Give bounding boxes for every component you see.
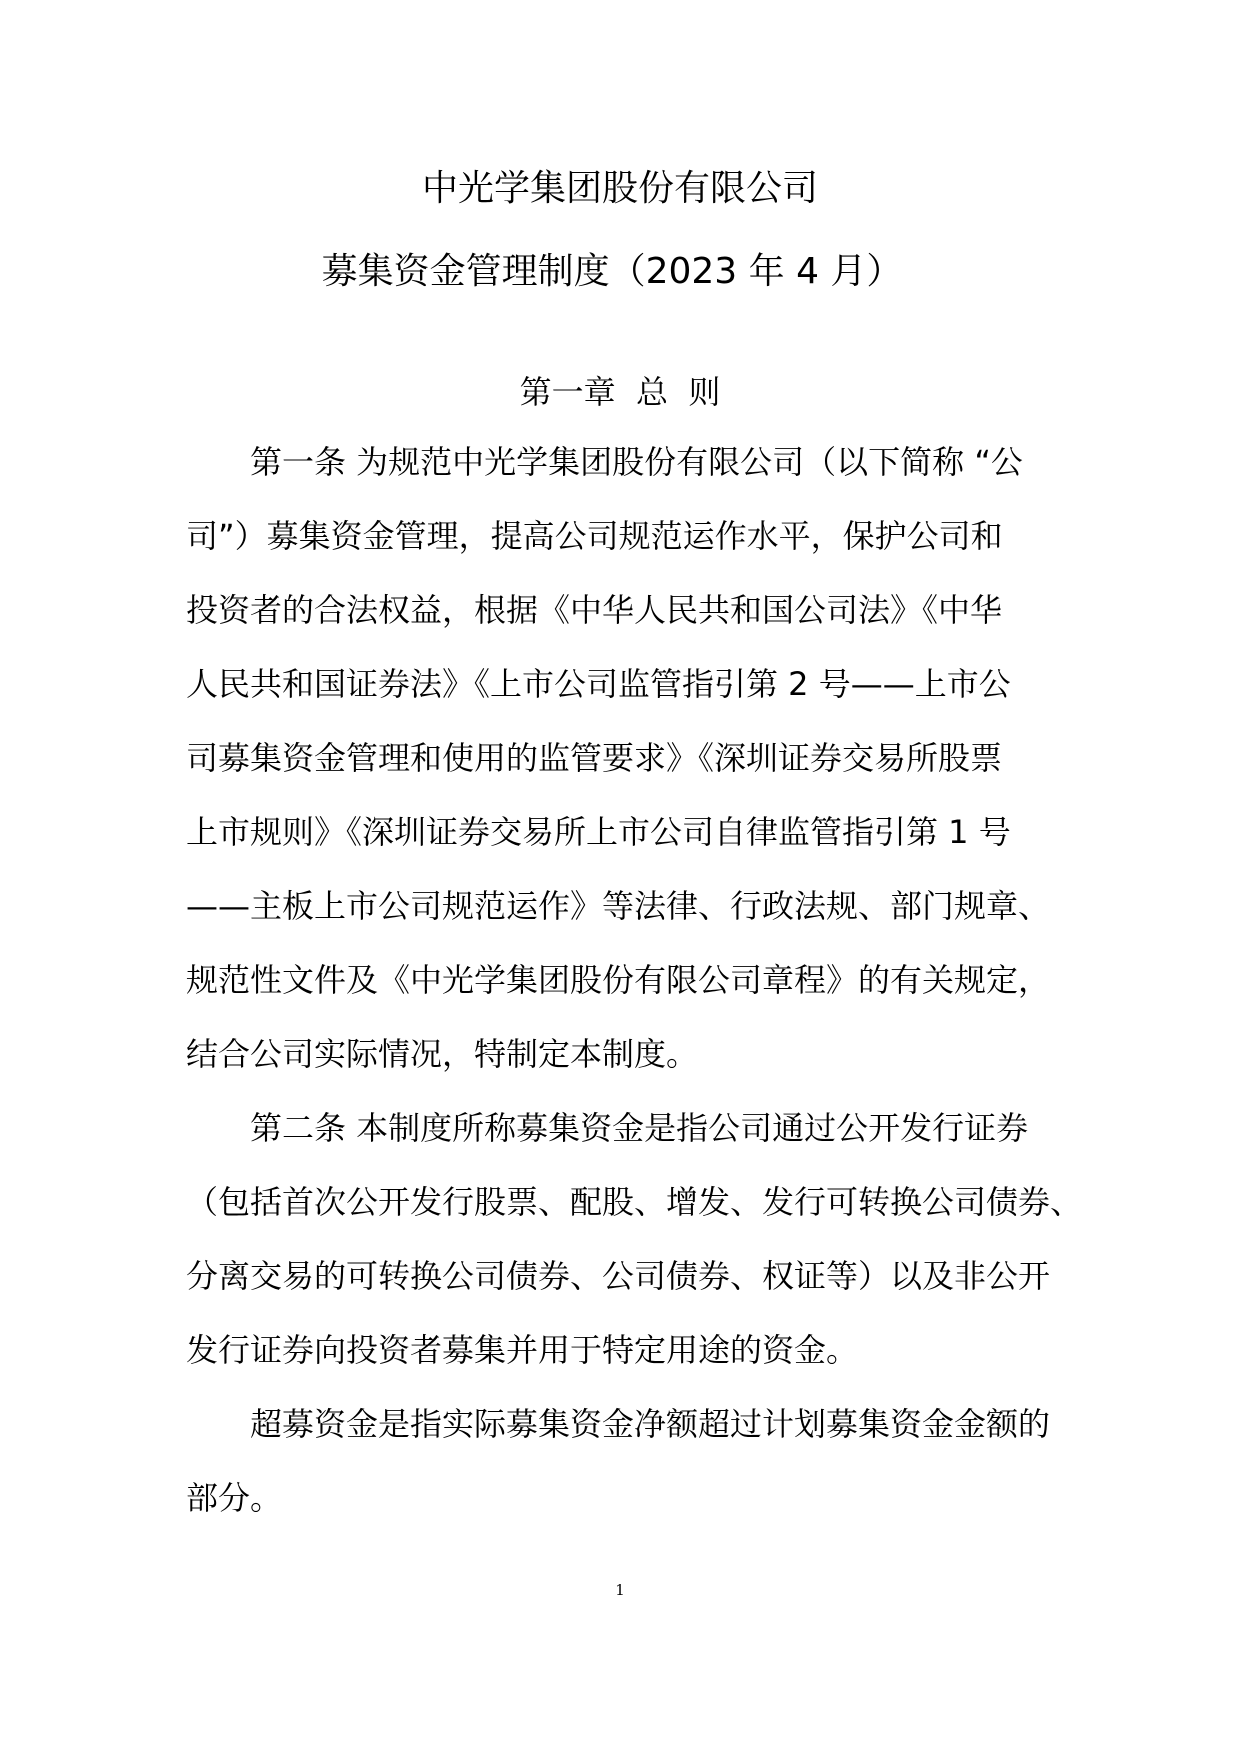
body-line: 结合公司实际情况，特制定本制度。 [186, 1035, 699, 1073]
body-line: 发行证券向投资者募集并用于特定用途的资金。 [186, 1331, 859, 1369]
body-line: （包括首次公开发行股票、配股、增发、发行可转换公司债券、 [186, 1183, 1083, 1221]
body-line: 第二条 本制度所称募集资金是指公司通过公开发行证券 [186, 1109, 1029, 1147]
body-line: 分离交易的可转换公司债券、公司债券、权证等）以及非公开 [186, 1257, 1051, 1295]
body-line: 部分。 [186, 1479, 283, 1517]
body-line: 投资者的合法权益，根据《中华人民共和国公司法》《中华 [186, 591, 1003, 629]
company-title: 中光学集团股份有限公司 [421, 168, 818, 209]
body-line: 第一条 为规范中光学集团股份有限公司（以下简称 “公 [186, 443, 1023, 481]
page-number: 1 [615, 1581, 625, 1599]
body-line: 规范性文件及《中光学集团股份有限公司章程》的有关规定， [186, 961, 1051, 999]
document-title: 募集资金管理制度（2023 年 4 月） [321, 251, 903, 292]
body-line: 司募集资金管理和使用的监管要求》《深圳证券交易所股票 [186, 739, 1003, 777]
body-line: ——主板上市公司规范运作》等法律、行政法规、部门规章、 [186, 887, 1051, 925]
chapter-heading: 第一章 总 则 [519, 373, 721, 411]
body-line: 司”）募集资金管理，提高公司规范运作水平，保护公司和 [186, 517, 1003, 555]
body-line: 上市规则》《深圳证券交易所上市公司自律监管指引第 1 号 [186, 813, 1011, 851]
body-line: 超募资金是指实际募集资金净额超过计划募集资金金额的 [186, 1405, 1051, 1443]
body-line: 人民共和国证券法》《上市公司监管指引第 2 号——上市公 [186, 665, 1011, 703]
